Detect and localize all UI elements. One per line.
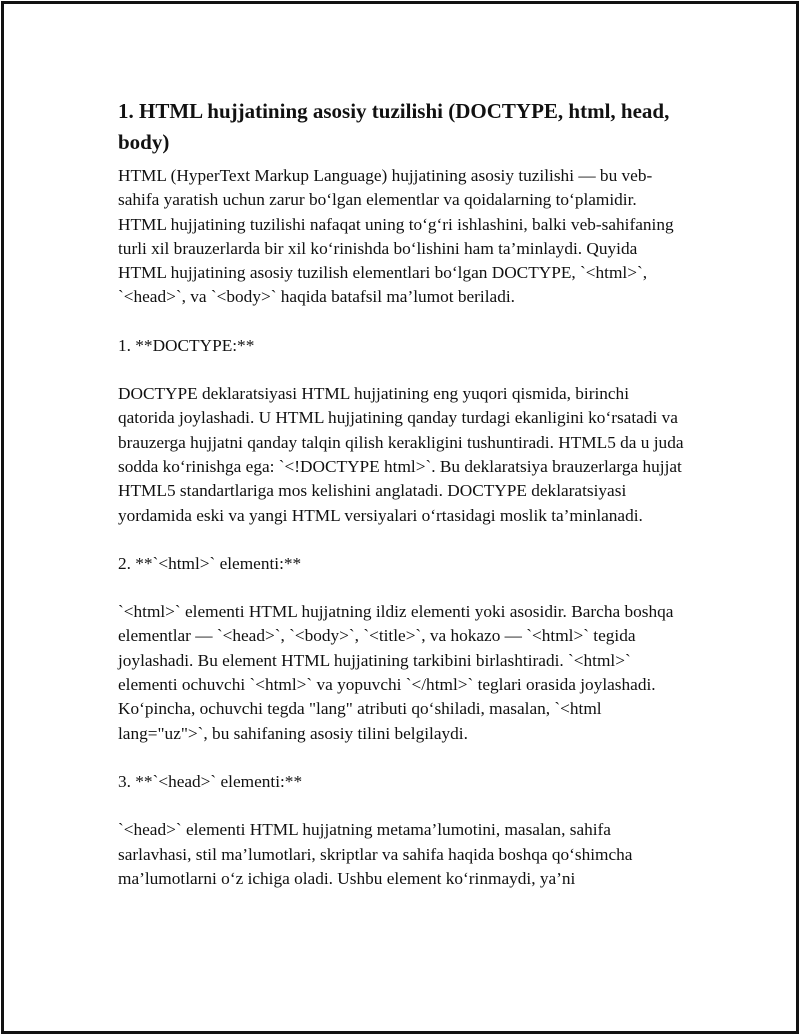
html-element-paragraph: `<html>` elementi HTML hujjatning ildiz elementi yoki asosidir. Barcha boshqa elementlar — `<head>`, `<body>`, `<title>`, va hokazo — `<html>` tegida joylashadi. Bu element HTML hujjatining tarkibini birlashtiradi. `<html>` elementi ochuvchi `<html>` va yopuvchi `</html>` teglari orasida joylashadi. Ko‘pincha, ochuvchi tegda "lang" atributi qo‘shiladi, masalan, `<html lang="uz">`, bu sahifaning asosiy tilini belgilaydi. <box>118 602 674 743</box>
head-element-subheading: 3. **`<head>` elementi:** <box>118 771 303 791</box>
html-element-subheading: 2. **`<html>` elementi:** <box>118 553 302 573</box>
doctype-subheading: 1. **DOCTYPE:** <box>118 335 255 355</box>
document-page <box>1 1 799 1034</box>
head-element-paragraph: `<head>` elementi HTML hujjatning metama’lumotini, masalan, sahifa sarlavhasi, stil ma’lumotlari, skriptlar va sahifa haqida boshqa qo‘shimcha ma’lumotlarni o‘z ichiga oladi. Ushbu element ko‘rinmaydi, ya’ni <box>118 820 633 888</box>
document-body <box>118 96 688 891</box>
doctype-paragraph: DOCTYPE deklaratsiyasi HTML hujjatining eng yuqori qismida, birinchi qatorida joylashadi. U HTML hujjatining qanday turdagi ekanligini ko‘rsatadi va brauzerga hujjatni qanday talqin qilish kerakligini tushuntiradi. HTML5 da u juda sodda ko‘rinishga ega: `<!DOCTYPE html>`. Bu deklaratsiya brauzerlarga hujjat HTML5 standartlariga mos kelishini anglatadi. DOCTYPE deklaratsiyasi yordamida eski va yangi HTML versiyalari o‘rtasidagi moslik ta’minlanadi. <box>118 384 684 525</box>
intro-paragraph: HTML (HyperText Markup Language) hujjatining asosiy tuzilishi — bu veb-sahifa yaratish uchun zarur bo‘lgan elementlar va qoidalarning to‘plamidir. HTML hujjatining tuzilishi nafaqat uning to‘g‘ri ishlashini, balki veb-sahifaning turli xil brauzerlarda bir xil ko‘rinishda bo‘lishini ham ta’minlaydi. Quyida HTML hujjatining asosiy tuzilish elementlari bo‘lgan DOCTYPE, `<html>`, `<head>`, va `<body>` haqida batafsil ma’lumot beriladi. <box>118 166 674 307</box>
section-heading: 1. HTML hujjatining asosiy tuzilishi (DOCTYPE, html, head, body) <box>118 99 670 154</box>
